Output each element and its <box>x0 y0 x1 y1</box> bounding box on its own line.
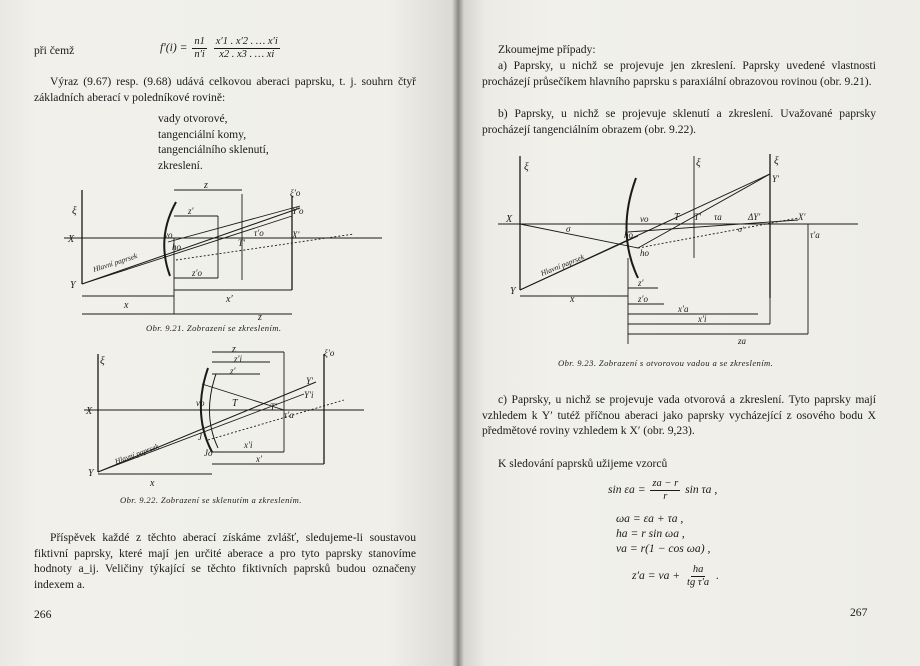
book-gutter <box>452 0 464 666</box>
eq5-end: . <box>716 569 719 583</box>
label-Tp: T′ <box>694 212 701 222</box>
label-Jo: Jo <box>204 448 213 458</box>
label-taup: τ′a <box>284 410 294 420</box>
label-sigma: σ <box>566 224 571 234</box>
eq5-frac <box>685 564 711 589</box>
aberration-list <box>158 111 269 173</box>
label-Y: Y <box>510 286 516 297</box>
equation-z-prime <box>632 564 719 589</box>
label-x: x <box>150 478 155 489</box>
label-taua: τa <box>714 212 722 222</box>
label-h: ho <box>624 230 633 240</box>
equation-omega: ωa = εa + τa , <box>616 512 684 525</box>
label-zop: z′o <box>192 268 202 278</box>
label-taup: τ′a <box>810 230 820 240</box>
label-Tp: T′ <box>238 238 245 248</box>
paragraph-case-b: b) Paprsky, u nichž se projevuje sklenutí a zkreslení. Uvažované paprsky procházejí tangenciálním obrazem (obr. 9.22). <box>482 107 876 136</box>
paragraph-aberration-total: Výraz (9.67) resp. (9.68) udává celkovou aberaci paprsku, t. j. souhrn čtyř základních aberací v poledníkové rovině: <box>34 75 416 104</box>
eq5-lhs: z′a = va + <box>632 569 681 583</box>
formula-lead: při čemž <box>34 44 75 57</box>
label-T: T <box>232 398 238 409</box>
label-T: T <box>674 212 680 223</box>
lens-surface-2 <box>209 374 218 448</box>
page-number-left: 266 <box>34 608 52 621</box>
eq5-num: ha <box>692 564 704 575</box>
eq1-lhs: sin εa = <box>608 483 646 497</box>
label-hlavni-paprsek: Hlavní paprsek <box>91 251 139 274</box>
label-za: za <box>738 336 747 346</box>
chief-ray <box>82 208 300 284</box>
frac2-num: x′1 . x′2 . … x′i <box>215 36 278 47</box>
formula-frac1 <box>192 36 207 61</box>
right-page <box>458 0 920 666</box>
paragraph-fictive-rays: Příspěvek každé z těchto aberací získáme zvlášť, sledujeme-li soustavou fiktivní paprsky, které mají jen určité aberace a pro tyto paprsky stanovíme hodnoty a_ij. Veličiny týkající se těchto fiktivních paprsků budou označeny indexem a. <box>34 531 416 591</box>
ray <box>628 220 798 232</box>
heading-cases: Zkoumejme případy: <box>498 43 596 56</box>
label-X: X <box>68 234 75 245</box>
label-zp: z′ <box>188 206 194 216</box>
label-xip: x′i <box>244 440 253 450</box>
label-vo: vo <box>196 398 205 408</box>
label-vo: vo <box>640 214 649 224</box>
left-page <box>0 0 458 666</box>
label-Yop: Y′o <box>292 206 304 216</box>
label-xp: x′ <box>226 294 233 305</box>
figure-9-23-caption: Obr. 9.23. Zobrazení s otvorovou vadou a se zkreslením. <box>558 358 774 368</box>
label-sigmap: σ′ <box>738 225 744 234</box>
frac2-den: x2 . x3 . … xi <box>219 49 275 60</box>
label-ho: ho <box>640 248 649 258</box>
paragraph-case-c: c) Paprsky, u nichž se projevuje vada otvorová a zkreslení. Tyto paprsky mají vzhledem k Y′ tutéž příčnou aberaci jako paprsky vycházející z osového bodu X předmětové roviny vzhledem k X′ (obr. 9,23). <box>482 393 876 438</box>
eq5-den: tg τ′a <box>687 577 710 588</box>
label-J: J <box>198 432 202 442</box>
ray <box>638 174 770 248</box>
label-Yp: Y′ <box>772 174 779 184</box>
label-Xp: X′ <box>798 212 806 222</box>
dotted-ray <box>638 218 798 248</box>
label-Yip: Y′i <box>304 390 314 400</box>
label-x: x <box>124 300 129 311</box>
figure-9-21-caption: Obr. 9.21. Zobrazení se zkreslením. <box>146 323 282 333</box>
frac1-num: n1 <box>194 36 205 47</box>
label-xi-2: ξ <box>696 157 701 169</box>
label-z: z <box>204 180 208 191</box>
eq1-num: za − r <box>652 478 679 489</box>
page-number-right: 267 <box>850 606 868 619</box>
eq1-rhs: sin τa , <box>685 483 718 497</box>
label-xi0p: ξ′o <box>324 348 335 358</box>
label-ho: ho <box>172 242 181 252</box>
paragraph-case-a: a) Paprsky, u nichž se projevuje jen zkreslení. Paprsky uvedené vlastnosti procházejí průsečíkem hlavního paprsku s paraxiální obrazovou rovinou (obr. 9.21). <box>482 59 876 88</box>
label-xp: x′ <box>256 454 262 464</box>
label-hlavni-paprsek: Hlavní paprsek <box>113 441 160 466</box>
figure-9-22 <box>84 344 374 494</box>
formulas-intro: K sledování paprsků užijeme vzorců <box>498 457 668 470</box>
label-vo: vo <box>164 230 173 240</box>
label-xi: ξ <box>524 161 529 173</box>
label-xi0p: ξ′o <box>290 188 301 198</box>
aberration-item: vady otvorové, <box>158 112 228 125</box>
label-z: z <box>232 344 236 355</box>
aberration-item: tangenciální komy, <box>158 127 247 141</box>
label-Xp: X′ <box>292 230 300 240</box>
label-zp: z′ <box>638 278 644 288</box>
formula-f-prime <box>160 36 282 61</box>
eq1-frac <box>650 478 680 503</box>
eq1-den: r <box>663 491 668 502</box>
label-z-total: z <box>258 312 262 322</box>
label-x: x <box>570 294 575 305</box>
figure-9-23 <box>498 148 868 348</box>
aberration-item: tangenciálního sklenutí, <box>158 143 269 157</box>
label-tau0p: τ′o <box>254 228 264 238</box>
label-Yp: Y′ <box>306 376 313 386</box>
figure-9-21 <box>64 180 390 322</box>
label-zop: z′o <box>638 294 648 304</box>
formula-lhs: f′(i) = <box>160 41 188 55</box>
label-xip: x′i <box>698 314 707 324</box>
figure-9-22-caption: Obr. 9.22. Zobrazení se sklenutím a zkreslením. <box>120 495 302 505</box>
label-xi-3: ξ <box>774 155 779 167</box>
label-zip: z′i <box>234 354 242 364</box>
label-Y: Y <box>70 280 76 291</box>
label-Tp: T′ <box>270 402 277 412</box>
label-X: X <box>86 406 93 417</box>
aberration-item: zkreslení. <box>158 158 203 172</box>
ray <box>82 216 292 284</box>
label-xap: x′a <box>678 304 689 314</box>
equation-h: ha = r sin ωa , <box>616 527 685 540</box>
label-zp: z′ <box>230 366 236 376</box>
label-xi: ξ <box>72 205 77 217</box>
label-Y: Y <box>88 468 94 479</box>
equation-sin-eps <box>608 478 717 503</box>
label-dY: ΔY′ <box>748 212 761 222</box>
frac1-den: n′i <box>194 49 205 60</box>
equation-v: va = r(1 − cos ωa) , <box>616 542 711 555</box>
label-X: X <box>506 214 513 225</box>
label-xi: ξ <box>100 355 105 367</box>
label-hlavni-paprsek: Hlavní paprsek <box>539 252 586 278</box>
formula-frac2 <box>214 36 280 61</box>
